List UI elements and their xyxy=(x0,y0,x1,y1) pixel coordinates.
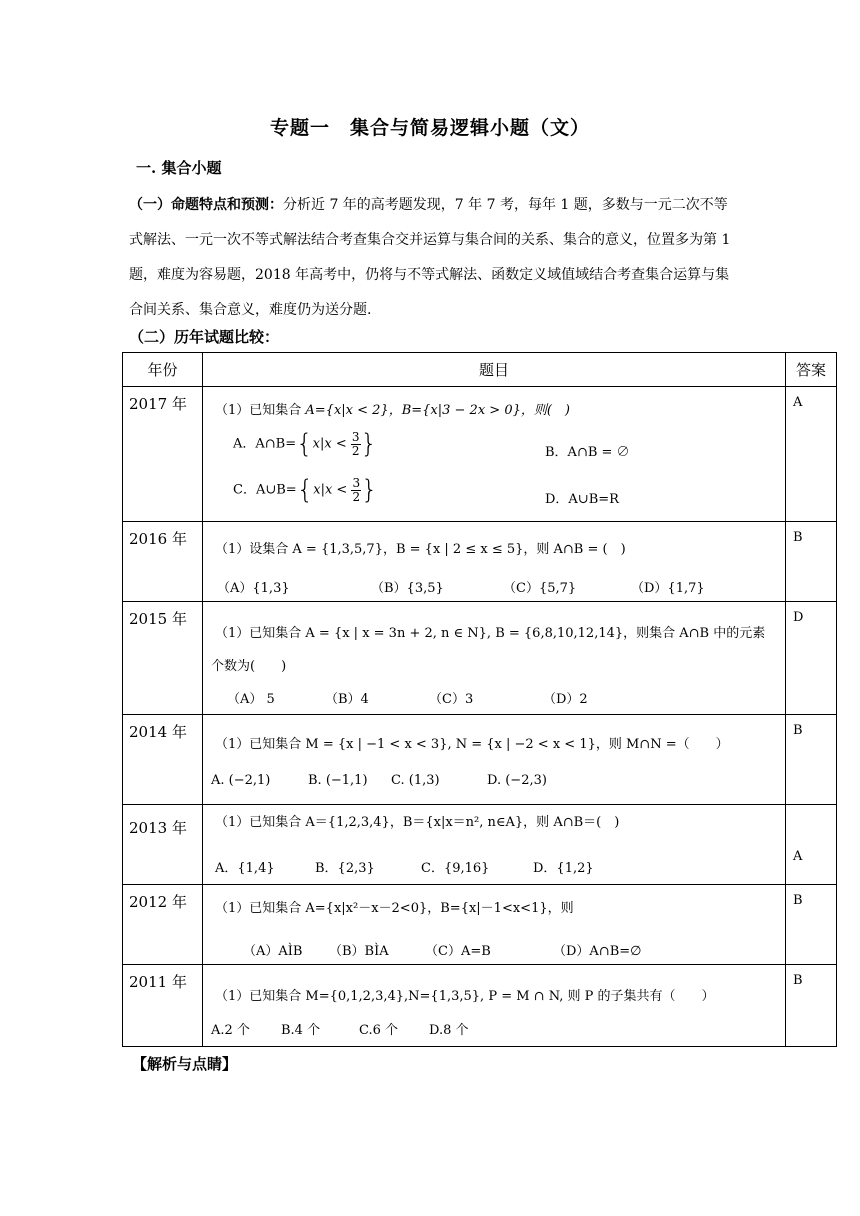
option-b: B. (−1,1) xyxy=(308,773,368,788)
table-header-row xyxy=(123,353,837,387)
option-d: D.8 个 xyxy=(429,1023,469,1038)
option-b: （B）4 xyxy=(325,692,369,707)
table-row xyxy=(123,885,837,965)
question-cell xyxy=(203,965,786,1047)
question-text: （1）已知集合 M = {x | −1 < x < 3}, N = {x | −2 < x < 1}，则 M∩N =（ ） xyxy=(215,737,729,752)
question-text: （1）已知集合 A={x|x²－x－2<0}，B={x|－1<x<1}，则 xyxy=(215,901,574,916)
option-b: B．A∩B = ∅ xyxy=(545,445,630,460)
intro-label: （一）命题特点和预测： xyxy=(129,197,283,213)
answer-cell: B xyxy=(786,522,837,602)
question-cell xyxy=(203,715,786,805)
analysis-heading: 【解析与点睛】 xyxy=(132,1055,238,1073)
answer-cell: B xyxy=(786,965,837,1047)
option-c: （C）A=B xyxy=(425,944,491,959)
option-c: C．A∪B={x|x < $\frac{3}{2}$ } xyxy=(233,475,378,505)
question-cell xyxy=(203,387,786,522)
option-b: （B）BÌA xyxy=(329,944,389,959)
question-text-cont: 个数为( ) xyxy=(211,659,287,674)
question-text: （1）设集合 A = {1,3,5,7}，B = {x | 2 ≤ x ≤ 5}，则 A∩B = ( ) xyxy=(215,542,626,557)
option-d: D．A∪B=R xyxy=(545,492,619,507)
option-a: （A） 5 xyxy=(227,692,275,707)
option-d: D. (−2,3) xyxy=(487,773,547,788)
option-a: （A）{1,3} xyxy=(217,581,290,596)
year-cell: 2016 年 xyxy=(123,522,203,602)
option-d: D．{1,2} xyxy=(533,861,594,876)
table-row xyxy=(123,602,837,715)
year-cell: 2014 年 xyxy=(123,715,203,805)
section-heading-sets: 一. 集合小题 xyxy=(136,159,222,177)
answer-cell: B xyxy=(786,885,837,965)
question-text: （1）已知集合 M={0,1,2,3,4},N={1,3,5}, P = M ∩ N, 则 P 的子集共有（ ） xyxy=(215,989,715,1004)
option-c: C．{9,16} xyxy=(421,861,490,876)
year-cell: 2013 年 xyxy=(123,805,203,885)
option-c: C. (1,3) xyxy=(391,773,440,788)
answer-cell: A xyxy=(786,805,837,885)
option-a: （A）AÌB xyxy=(243,944,303,959)
option-c: （C）3 xyxy=(429,692,474,707)
question-text: （1）已知集合 A = {x | x = 3n + 2, n ∈ N}, B = {6,8,10,12,14}，则集合 A∩B 中的元素 xyxy=(215,626,766,641)
header-year: 年份 xyxy=(123,353,203,387)
option-b: （B）{3,5} xyxy=(371,581,444,596)
questions-table xyxy=(122,352,837,1047)
header-answer: 答案 xyxy=(786,353,837,387)
table-row xyxy=(123,387,837,522)
question-cell xyxy=(203,885,786,965)
option-a: A. (−2,1) xyxy=(211,773,271,788)
year-cell: 2017 年 xyxy=(123,387,203,522)
section-heading-history: （二）历年试题比较： xyxy=(129,328,280,346)
option-a: A.2 个 xyxy=(211,1023,250,1038)
option-d: （D）2 xyxy=(543,692,588,707)
option-d: （D）{1,7} xyxy=(631,581,705,596)
header-question: 题目 xyxy=(203,353,786,387)
year-cell: 2012 年 xyxy=(123,885,203,965)
question-cell xyxy=(203,805,786,885)
question-text: （1）已知集合 A＝{1,2,3,4}，B＝{x|x＝n², n∈A}，则 A∩B＝( ) xyxy=(215,815,620,830)
table-row xyxy=(123,805,837,885)
year-cell: 2015 年 xyxy=(123,602,203,715)
option-a: A．{1,4} xyxy=(215,861,275,876)
question-cell xyxy=(203,522,786,602)
option-c: C.6 个 xyxy=(359,1023,399,1038)
answer-cell: B xyxy=(786,715,837,805)
question-text: （1）已知集合 A={x|x < 2}，B={x|3 − 2x > 0}，则( ) xyxy=(215,403,571,418)
answer-cell: D xyxy=(786,602,837,715)
option-b: B.4 个 xyxy=(281,1023,321,1038)
table-row xyxy=(123,965,837,1047)
option-b: B．{2,3} xyxy=(315,861,375,876)
intro-text: 分析近 7 年的高考题发现，7 年 7 考，每年 1 题，多数与一元二次不等式解法、一元一次不等式解法结合考查集合交并运算与集合间的关系、集合的意义，位置多为第 1 题，难度为容易题，2018 年高考中，仍将与不等式解法、函数定义域值域结合考查集合运算与集合间关系、集合意义，难度仍为送分题. xyxy=(129,197,731,318)
table-row xyxy=(123,715,837,805)
table-row xyxy=(123,522,837,602)
option-d: （D）A∩B=∅ xyxy=(553,944,642,959)
answer-cell: A xyxy=(786,387,837,522)
option-a: A．A∩B={x|x < $\frac{3}{2}$ } xyxy=(233,429,378,459)
option-c: （C）{5,7} xyxy=(503,581,577,596)
intro-paragraph xyxy=(129,188,739,328)
page-title: 专题一 集合与简易逻辑小题（文） xyxy=(269,117,590,139)
question-cell xyxy=(203,602,786,715)
year-cell: 2011 年 xyxy=(123,965,203,1047)
